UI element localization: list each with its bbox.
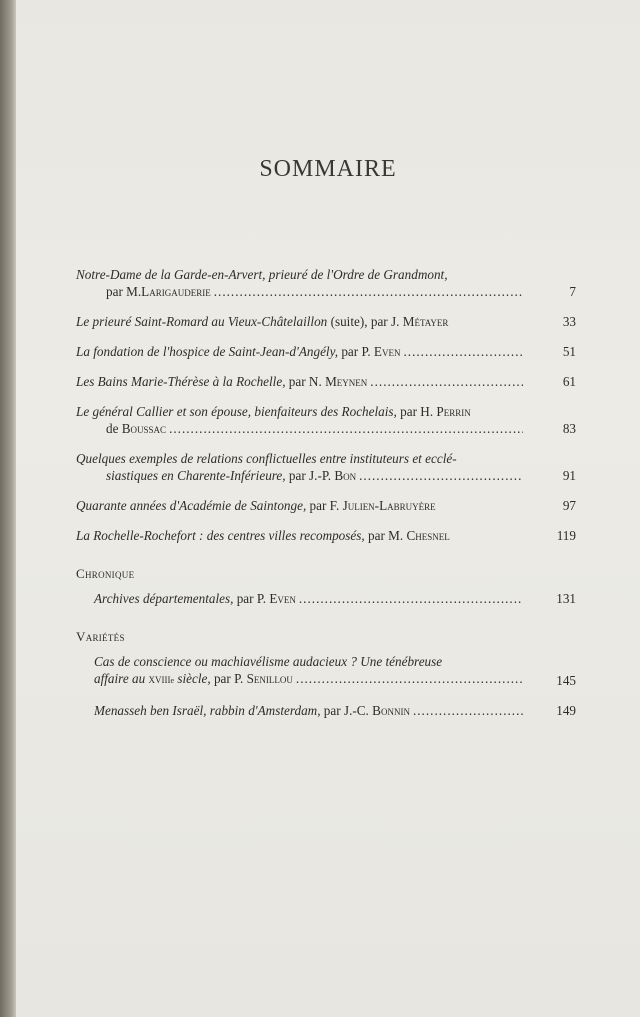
book-spine-shadow <box>0 0 16 1017</box>
entry-page: 131 <box>556 591 576 606</box>
leader-dots <box>214 283 523 300</box>
entry-author: Bon <box>334 468 357 483</box>
entry-title: Quarante années d'Académie de Saintonge, <box>76 498 307 513</box>
entry-page: 61 <box>562 374 576 389</box>
toc-entry <box>76 313 576 330</box>
toc-entry <box>94 590 576 607</box>
leader-dots <box>413 702 523 719</box>
entry-page: 149 <box>556 703 576 718</box>
table-of-contents <box>76 266 576 732</box>
toc-entry <box>94 653 576 689</box>
entry-author-prefix: par F. <box>306 498 343 513</box>
toc-entry <box>94 702 576 719</box>
entry-page: 145 <box>556 673 576 688</box>
entry-author-prefix: par P. <box>210 671 247 686</box>
entry-title-continued: siastiques en Charente-Inférieure, <box>106 468 286 483</box>
section-heading-varietes: Variétés <box>76 629 125 644</box>
leader-dots <box>403 343 523 360</box>
entry-page: 83 <box>562 421 576 436</box>
entry-author-prefix: par M. <box>106 284 142 299</box>
entry-title: La fondation de l'hospice de Saint-Jean-d'Angély, <box>76 344 339 359</box>
entry-page: 33 <box>562 314 576 329</box>
entry-author: Perrin <box>436 404 471 419</box>
toc-entry <box>76 450 576 484</box>
century-superscript: e <box>170 676 175 685</box>
entry-title: Quelques exemples de relations conflictuelles entre instituteurs et ecclé- <box>76 451 457 466</box>
entry-author: Boussac <box>121 421 167 436</box>
entry-author-prefix: par M. <box>364 528 407 543</box>
entry-author: Senillou <box>246 671 293 686</box>
entry-author: Métayer <box>402 314 449 329</box>
entry-title: Menasseh ben Israël, rabbin d'Amsterdam, <box>94 703 321 718</box>
entry-title: Les Bains Marie-Thérèse à la Rochelle, <box>76 374 286 389</box>
leader-dots <box>370 373 523 390</box>
leader-dots <box>359 467 523 484</box>
toc-entry <box>76 266 576 300</box>
leader-dots <box>299 590 523 607</box>
entry-author-prefix: par J.-P. <box>285 468 335 483</box>
entry-page: 7 <box>569 284 576 299</box>
entry-page: 97 <box>562 498 576 513</box>
entry-title: Notre-Dame de la Garde-en-Arvert, prieuré de l'Ordre de Grandmont, <box>76 267 448 282</box>
entry-title: La Rochelle-Rochefort : des centres villes recomposés, <box>76 528 365 543</box>
entry-author: Even <box>269 591 296 606</box>
entry-author-prefix: par P. <box>338 344 374 359</box>
entry-page: 51 <box>562 344 576 359</box>
toc-entry <box>76 403 576 437</box>
book-page <box>16 0 640 1017</box>
leader-dots <box>296 670 523 687</box>
entry-title: Archives départementales, <box>94 591 234 606</box>
toc-entry <box>76 527 576 544</box>
toc-entry <box>76 497 576 514</box>
toc-entry <box>76 343 576 360</box>
entry-author-prefix: par P. <box>233 591 270 606</box>
entry-title: Le prieuré Saint-Romard au Vieux-Châtelaillon <box>76 314 328 329</box>
entry-title-end: siècle, <box>174 671 211 686</box>
entry-page: 91 <box>562 468 576 483</box>
entry-author-prefix: par J.-C. <box>320 703 373 718</box>
entry-title-continued: affaire au <box>94 671 149 686</box>
entry-title: Le général Callier et son épouse, bienfaiteurs des Rochelais, <box>76 404 397 419</box>
entry-author-prefix: par N. <box>285 374 326 389</box>
section-heading-chronique: Chronique <box>76 566 135 581</box>
entry-author: Julien-Labruyère <box>342 498 436 513</box>
toc-entry <box>76 373 576 390</box>
entry-author: Meynen <box>325 374 368 389</box>
entry-author: Chesnel <box>406 528 450 543</box>
entry-author: Even <box>373 344 401 359</box>
entry-author-prefix: (suite), par J. <box>327 314 403 329</box>
entry-title: Cas de conscience ou machiavélisme audacieux ? Une ténébreuse <box>94 654 443 669</box>
entry-author: Larigauderie <box>141 284 211 299</box>
entry-author-prefix: par H. <box>396 404 437 419</box>
century-numeral: xviii <box>148 671 171 686</box>
page-title: SOMMAIRE <box>259 156 397 182</box>
leader-dots <box>169 420 523 437</box>
entry-author-prefix: de <box>106 421 122 436</box>
entry-author: Bonnin <box>372 703 410 718</box>
entry-page: 119 <box>556 528 576 543</box>
